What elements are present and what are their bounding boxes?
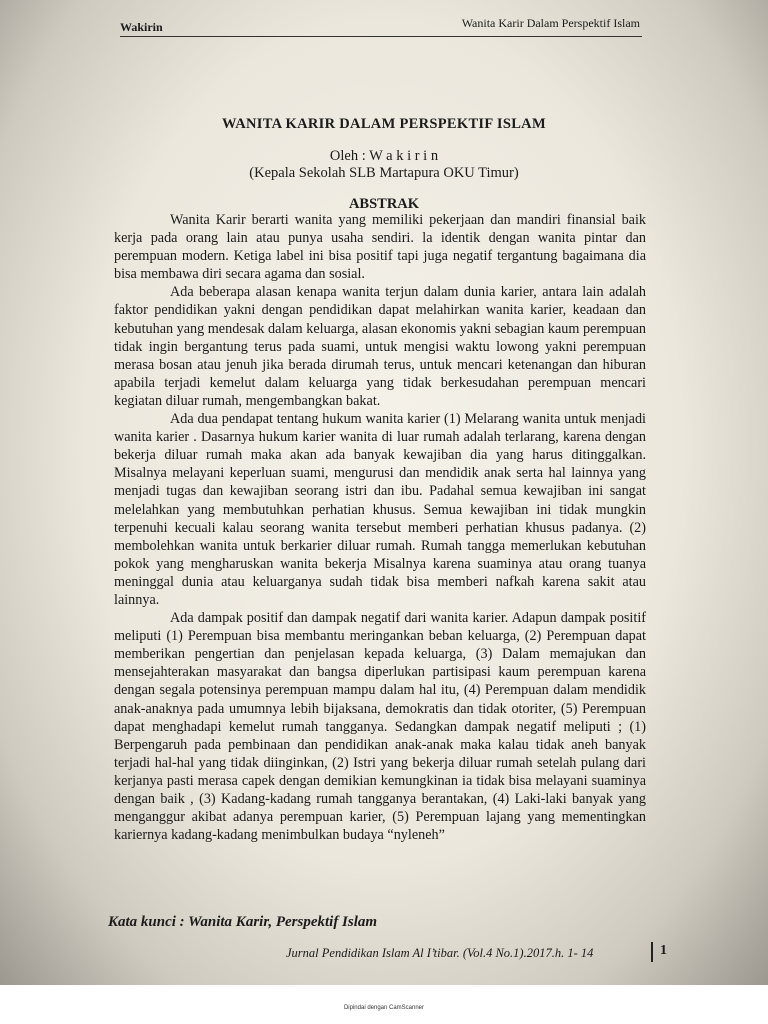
abstract-paragraph: Ada dua pendapat tentang hukum wanita karier (1) Melarang wanita untuk menjadi wanita karier . Dasarnya hukum karier wanita di luar rumah adalah terlarang, karena dengan bekerja diluar rumah maka akan ada banyak kewajiban dia yang harus ditinggalkan. Misalnya melayani keperluan suami, mengurusi dan mendidik anak serta hal lainnya yang menjadi tugas dan kewajiban seorang istri dan ibu. Padahal semua kewajiban ini sangat melelahkan yang membutuhkan perhatian khusus. Semua kewajiban ini tidak mungkin terpenuhi kecuali kalau seorang wanita tersebut memberi perhatian khusus padanya. (2) membolehkan wanita untuk berkarier diluar rumah. Rumah tangga memerlukan kebutuhan pokok yang mengharuskan wanita bekerja Misalnya karena suaminya atau orang tuanya meninggal dunia atau keluarganya sudah tidak bisa memberi nafkah karena sakit atau lainnya.: [114, 411, 646, 608]
abstract-paragraph: Ada beberapa alasan kenapa wanita terjun dalam dunia karier, antara lain adalah faktor pendidikan yakni dengan pendidikan dapat melahirkan wanita karier, keadaan dan kebutuhan yang mendesak dalam keluarga, alasan ekonomis yakni sebagian kaum perempuan tidak ingin bergantung terus pada suami, untuk mengisi waktu lowong yakni perempuan merasa bosan atau jenuh jika berada dirumah terus, untuk mencari ketenangan dan hiburan apabila terjadi kemelut dalam keluarga yang tidak berkesudahan perempuan mencari kegiatan diluar rumah, mengembangkan bakat.: [114, 284, 646, 409]
abstract-paragraph: Wanita Karir berarti wanita yang memiliki pekerjaan dan mandiri finansial baik kerja pada orang lain atau punya usaha sendiri. la identik dengan wanita pintar dan perempuan modern. Ketiga label ini bisa positif tapi juga negatif tergantung bagaimana dia bisa membawa diri secara agama dan sosial.: [114, 212, 646, 283]
scanner-watermark: Dipindai dengan CamScanner: [343, 1005, 425, 1011]
header-author: Wakirin: [120, 20, 163, 34]
page-number: 1: [660, 943, 667, 958]
header-divider: [120, 36, 642, 37]
running-header: [0, 14, 768, 38]
footer-separator: [651, 942, 653, 962]
author-affiliation: (Kepala Sekolah SLB Martapura OKU Timur): [249, 165, 519, 181]
article-title: WANITA KARIR DALAM PERSPEKTIF ISLAM: [222, 116, 546, 132]
header-running-title: Wanita Karir Dalam Perspektif Islam: [461, 16, 640, 30]
abstract-heading: ABSTRAK: [348, 196, 420, 212]
keywords: Kata kunci : Wanita Karir, Perspektif Islam: [108, 914, 378, 930]
abstract-paragraph: Ada dampak positif dan dampak negatif dari wanita karier. Adapun dampak positif meliputi (1) Perempuan bisa membantu meringankan beban keluarga, (2) Perempuan dapat memberikan pengertian dan penjelasan kepada keluarga, (3) Dalam memajukan dan mensejahterakan masyarakat dan bangsa diperlukan partisipasi kaum perempuan karena dengan segala potensinya perempuan mampu dalam hal itu, (4) Perempuan dalam mendidik anak-anaknya pada umumnya lebih bijaksana, demokratis dan tidak otoriter, (5) Perempuan dapat menghadapi kemelut rumah tangganya. Sedangkan dampak negatif meliputi ; (1) Berpengaruh pada pembinaan dan pendidikan anak-anak maka kalau tidak aneh banyak terjadi hal-hal yang tidak diinginkan, (2) Istri yang bekerja diluar rumah setelah pulang dari kerjanya pasti merasa capek dengan demikian kemungkinan ia tidak bisa melayani suaminya dengan baik , (3) Kadang-kadang rumah tangganya berantakan, (4) Laki-laki banyak yang menganggur akibat adanya perempuan karier, (5) Perempuan lajang yang mementingkan kariernya kadang-kadang menimbulkan budaya “nyleneh”: [114, 610, 646, 844]
author-line: Oleh : W a k i r i n: [329, 148, 439, 164]
journal-citation: Jurnal Pendidikan Islam Al I’tibar. (Vol.4 No.1).2017.h. 1- 14: [286, 946, 594, 960]
abstract-body: [114, 211, 646, 844]
